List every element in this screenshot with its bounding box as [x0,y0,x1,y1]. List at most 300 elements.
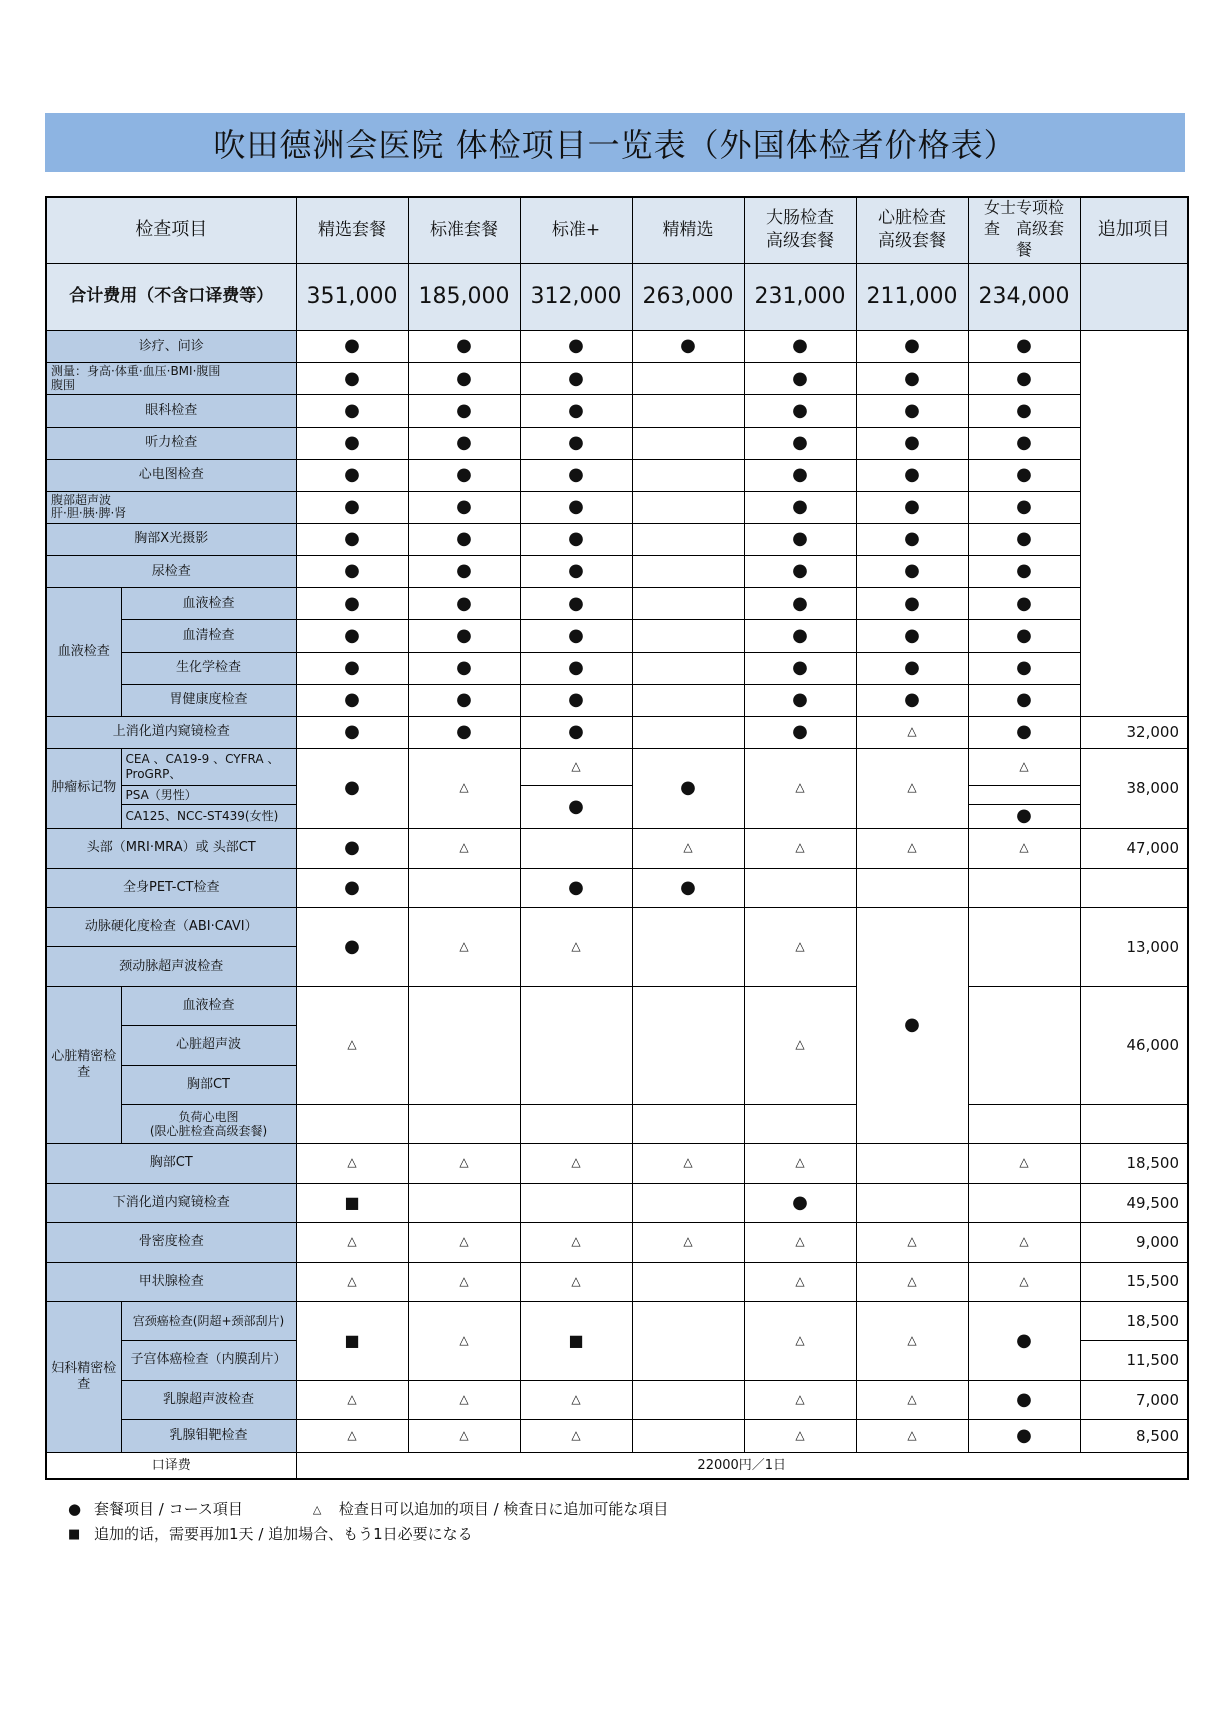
table-cell [520,620,632,652]
table-cell [856,1262,968,1301]
table-cell [968,1262,1080,1301]
table-cell [408,1105,520,1144]
table-cell [408,986,520,1104]
included-mark: ● [1016,624,1032,646]
included-mark: ● [344,464,360,485]
optional-mark: △ [347,1037,357,1052]
table-cell [408,1301,520,1380]
table-row [46,716,1188,748]
table-cell [296,491,408,523]
table-cell [968,1223,1080,1262]
table-cell [856,684,968,716]
table-row [46,331,1188,363]
included-mark: ● [1016,431,1032,453]
table-cell [744,363,856,395]
optional-mark: △ [907,1273,917,1288]
optional-mark: △ [459,840,469,855]
optional-mark: △ [347,1234,357,1249]
table-cell [520,523,632,555]
legend-sq-text: 追加的话，需要再加1天 / 追加場合、もう1日必要になる [94,1525,473,1543]
table-cell [408,1262,520,1301]
table-cell [744,620,856,652]
row-label: 生化学检查 [121,652,296,684]
included-mark: ● [792,721,808,743]
included-mark: ● [904,624,920,646]
table-cell [520,1262,632,1301]
legend [68,1497,668,1547]
table-cell [744,1183,856,1222]
header-line: 查 高级套 [983,218,1064,238]
header-line: 标准+ [551,219,601,240]
group-label: 妇科精密检查 [46,1301,121,1452]
table-cell [632,868,744,907]
optional-mark: △ [795,1037,805,1052]
table-cell [520,684,632,716]
table-cell [632,1301,744,1380]
included-mark: ● [1016,1424,1032,1446]
table-cell [520,1105,632,1144]
included-mark: ● [344,935,360,957]
table-row [46,1223,1188,1262]
table-row [46,556,1188,588]
optional-mark: △ [459,1391,469,1406]
table-cell [408,459,520,491]
included-mark: ● [1016,721,1032,743]
table-cell [632,716,744,748]
included-mark: ● [1016,592,1032,614]
row-label: 血液检查 [121,588,296,620]
included-mark: ● [568,656,584,678]
table-cell [296,652,408,684]
table-row [46,684,1188,716]
header-line: 标准套餐 [430,219,498,240]
table-cell [744,908,856,987]
additional-price: 9,000 [1080,1223,1188,1262]
included-mark: ● [792,528,808,550]
table-row [46,652,1188,684]
table-cell [856,491,968,523]
group-label: 肿瘤标记物 [46,748,121,828]
included-mark: ● [568,796,584,818]
col-header-course [632,197,744,263]
included-mark: ● [792,1191,808,1213]
row-label: 血液检查 [121,986,296,1025]
table-cell [968,1144,1080,1183]
row-label: 诊疗、问诊 [46,331,296,363]
included-mark: ● [792,464,808,485]
included-mark: ● [1016,399,1032,421]
table-cell [632,556,744,588]
table-cell [968,1183,1080,1222]
included-mark: ● [456,721,472,743]
included-mark: ● [344,624,360,646]
included-mark: ● [1016,805,1032,827]
table-cell [520,556,632,588]
included-mark: ● [568,560,584,582]
included-mark: ● [568,431,584,453]
legend-tri-symbol: △ [312,1503,322,1516]
table-cell [296,1183,408,1222]
row-label [46,491,296,523]
optional-mark: △ [907,780,917,795]
table-cell [296,363,408,395]
table-cell [744,748,856,828]
optional-mark: △ [907,1234,917,1249]
table-cell [968,986,1080,1104]
table-cell [408,868,520,907]
table-row [46,1144,1188,1183]
row-label: 骨密度检查 [46,1223,296,1262]
included-mark: ● [344,431,360,453]
interp-fee: 22000円／1日 [296,1453,1188,1479]
table-cell [520,491,632,523]
table-row [46,620,1188,652]
table-cell [968,588,1080,620]
table-cell [856,908,968,1144]
row-label: 心电图检查 [46,459,296,491]
included-mark: ● [1016,335,1032,357]
table-cell [520,986,632,1104]
row-label: 口译费 [46,1453,296,1479]
included-mark: ● [344,592,360,614]
optional-mark: △ [795,840,805,855]
optional-mark: △ [795,1234,805,1249]
table-cell [296,829,408,868]
table-cell [632,1183,744,1222]
additional-price: 11,500 [1080,1341,1188,1380]
row-label: 子宫体癌检查（内膜刮片） [121,1341,296,1380]
optional-mark: △ [795,780,805,795]
table-cell [856,1144,968,1183]
table-cell [296,1144,408,1183]
table-cell [296,908,408,987]
table-row [46,491,1188,523]
optional-mark: △ [459,1273,469,1288]
table-cell [744,491,856,523]
included-mark: ● [456,335,472,357]
table-cell [968,684,1080,716]
optional-mark: △ [795,1155,805,1170]
table-cell [408,908,520,987]
table-cell [744,868,856,907]
additional-price: 8,500 [1080,1420,1188,1453]
table-cell [968,1301,1080,1380]
table-cell [632,459,744,491]
table-cell [296,556,408,588]
table-cell [520,427,632,459]
included-mark: ● [1016,1388,1032,1410]
table-cell [408,652,520,684]
optional-mark: △ [459,1332,469,1347]
table-cell [968,491,1080,523]
included-mark: ● [344,837,360,859]
table-row [46,908,1188,947]
table-cell [408,1380,520,1419]
included-mark: ● [456,592,472,614]
table-cell [632,620,744,652]
row-label: 宫颈癌检查(阴超+颈部刮片) [121,1301,296,1340]
optional-mark: △ [459,1234,469,1249]
table-cell [408,556,520,588]
header-line: 心脏检查 [878,208,946,229]
row-label: 血清检查 [121,620,296,652]
total-price: 231,000 [744,263,856,330]
table-cell [296,1262,408,1301]
header-line: 餐 [1015,239,1032,259]
table-cell [968,427,1080,459]
additional-price: 15,500 [1080,1262,1188,1301]
table-cell [408,684,520,716]
table-cell [968,1380,1080,1419]
included-mark: ● [568,464,584,485]
table-row [46,829,1188,868]
additional-price: 49,500 [1080,1183,1188,1222]
additional-price: 47,000 [1080,829,1188,868]
table-cell [968,829,1080,868]
included-mark: ● [456,624,472,646]
table-cell [968,868,1080,907]
table-cell [408,331,520,363]
table-cell [632,684,744,716]
table-cell [632,1420,744,1453]
extra-day-mark: ■ [344,1192,360,1212]
optional-mark: △ [907,1428,917,1443]
table-cell [408,395,520,427]
row-label: 听力检查 [46,427,296,459]
optional-mark: △ [459,1155,469,1170]
table-row [46,748,1188,785]
included-mark: ● [904,528,920,550]
table-cell [296,1380,408,1419]
table-cell [744,523,856,555]
row-label: 乳腺超声波检查 [121,1380,296,1419]
header-line: 高级套餐 [766,231,834,252]
additional-price: 18,500 [1080,1144,1188,1183]
table-cell [520,1420,632,1453]
optional-mark: △ [1019,840,1029,855]
additional-price: 32,000 [1080,716,1188,748]
included-mark: ● [568,721,584,743]
col-header-additional: 追加项目 [1080,197,1188,263]
table-cell [968,786,1080,805]
table-cell [408,491,520,523]
additional-price: 46,000 [1080,986,1188,1104]
included-mark: ● [792,592,808,614]
table-cell [520,395,632,427]
table-cell [856,748,968,828]
cell-line: 测量：身高·体重·血压·BMI·腹围 [51,364,221,379]
included-mark: ● [344,560,360,582]
table-cell [408,1223,520,1262]
table-cell [520,588,632,620]
optional-mark: △ [571,938,581,953]
total-label: 合计费用（不含口译费等） [46,263,296,330]
header-line: 精精选 [662,219,714,240]
table-cell [856,331,968,363]
group-label: 心脏精密检查 [46,986,121,1144]
table-cell [856,1183,968,1222]
table-cell [632,491,744,523]
included-mark: ● [568,688,584,710]
included-mark: ● [1016,464,1032,485]
table-cell [632,986,744,1104]
included-mark: ● [1016,496,1032,518]
included-mark: ● [680,777,696,799]
additional-price: 18,500 [1080,1301,1188,1340]
included-mark: ● [344,367,360,389]
row-label: 眼科检查 [46,395,296,427]
included-mark: ● [456,656,472,678]
title-bar [45,113,1185,172]
table-cell [632,1223,744,1262]
optional-mark: △ [683,1155,693,1170]
legend-line-2 [68,1522,668,1547]
included-mark: ● [456,560,472,582]
table-row [46,786,1188,805]
included-mark: ● [568,496,584,518]
included-mark: ● [344,335,360,357]
row-label: 尿检查 [46,556,296,588]
table-cell [968,395,1080,427]
row-label: 上消化道内窥镜检查 [46,716,296,748]
table-cell [856,868,968,907]
table-cell [632,588,744,620]
table-cell [632,1262,744,1301]
included-mark: ● [792,399,808,421]
table-row [46,523,1188,555]
table-cell [856,556,968,588]
table-cell [632,1380,744,1419]
optional-mark: △ [907,840,917,855]
group-label: 血液检查 [46,588,121,717]
optional-mark: △ [571,1391,581,1406]
included-mark: ● [568,367,584,389]
table-cell [408,829,520,868]
included-mark: ● [680,335,696,357]
included-mark: ● [568,876,584,898]
row-label: PSA（男性） [121,786,296,805]
table-cell [744,1380,856,1419]
additional-price: 7,000 [1080,1380,1188,1419]
row-label: 动脉硬化度检查（ABI·CAVI） [46,908,296,947]
included-mark: ● [1016,656,1032,678]
legend-tri-text: 检查日可以追加的项目 / 検査日に追加可能な項目 [338,1500,669,1518]
optional-mark: △ [459,1428,469,1443]
total-price: 351,000 [296,263,408,330]
optional-mark: △ [571,758,581,773]
row-label [46,363,296,395]
table-row [46,395,1188,427]
header-line: 高级套餐 [878,231,946,252]
optional-mark: △ [347,1391,357,1406]
table-cell [744,829,856,868]
table-cell [744,986,856,1104]
col-header-course [856,197,968,263]
table-cell [296,1301,408,1380]
table-row [46,1301,1188,1340]
header-line: 女士专项检 [983,198,1064,217]
included-mark: ● [792,560,808,582]
table-cell [856,459,968,491]
table-cell [408,588,520,620]
table-cell [408,523,520,555]
optional-mark: △ [459,780,469,795]
table-cell [408,1144,520,1183]
included-mark: ● [568,335,584,357]
table-row [46,1262,1188,1301]
included-mark: ● [904,431,920,453]
optional-mark: △ [907,724,917,739]
table-cell [632,523,744,555]
row-label [121,1105,296,1144]
optional-mark: △ [907,1332,917,1347]
col-header-course [520,197,632,263]
table-cell [296,459,408,491]
cell-line: 肝·胆·胰·脾·肾 [51,506,127,521]
table-cell [296,620,408,652]
optional-mark: △ [347,1155,357,1170]
col-header-course [296,197,408,263]
table-cell [296,716,408,748]
table-cell [968,363,1080,395]
included-mark: ● [904,688,920,710]
included-mark: ● [1016,688,1032,710]
row-label: 颈动脉超声波检查 [46,947,296,986]
table-cell [968,556,1080,588]
table-row [46,986,1188,1025]
table-cell [408,620,520,652]
table-cell [520,331,632,363]
extra-day-mark: ■ [568,1330,584,1350]
row-label: CA125、NCC-ST439(女性) [121,804,296,828]
included-mark: ● [904,560,920,582]
table-cell [520,748,632,785]
included-mark: ● [344,528,360,550]
optional-mark: △ [795,1391,805,1406]
table-cell [520,652,632,684]
table-cell [856,363,968,395]
table-cell [296,868,408,907]
included-mark: ● [568,624,584,646]
table-cell [632,1144,744,1183]
legend-dot-symbol: ● [68,1500,82,1518]
table-row [46,588,1188,620]
included-mark: ● [1016,1329,1032,1351]
table-cell [520,1301,632,1380]
price-table [45,196,1189,1480]
table-cell [968,908,1080,987]
optional-mark: △ [347,1428,357,1443]
table-cell [856,829,968,868]
table-cell [520,908,632,987]
table-cell [520,786,632,829]
table-cell [856,1223,968,1262]
table-cell [968,459,1080,491]
included-mark: ● [344,721,360,743]
included-mark: ● [904,464,920,485]
table-row [46,868,1188,907]
included-mark: ● [904,496,920,518]
table-cell [744,459,856,491]
table-cell [856,1380,968,1419]
optional-mark: △ [683,1234,693,1249]
included-mark: ● [792,688,808,710]
included-mark: ● [792,624,808,646]
included-mark: ● [904,592,920,614]
included-mark: ● [456,367,472,389]
included-mark: ● [1016,528,1032,550]
table-row [46,363,1188,395]
